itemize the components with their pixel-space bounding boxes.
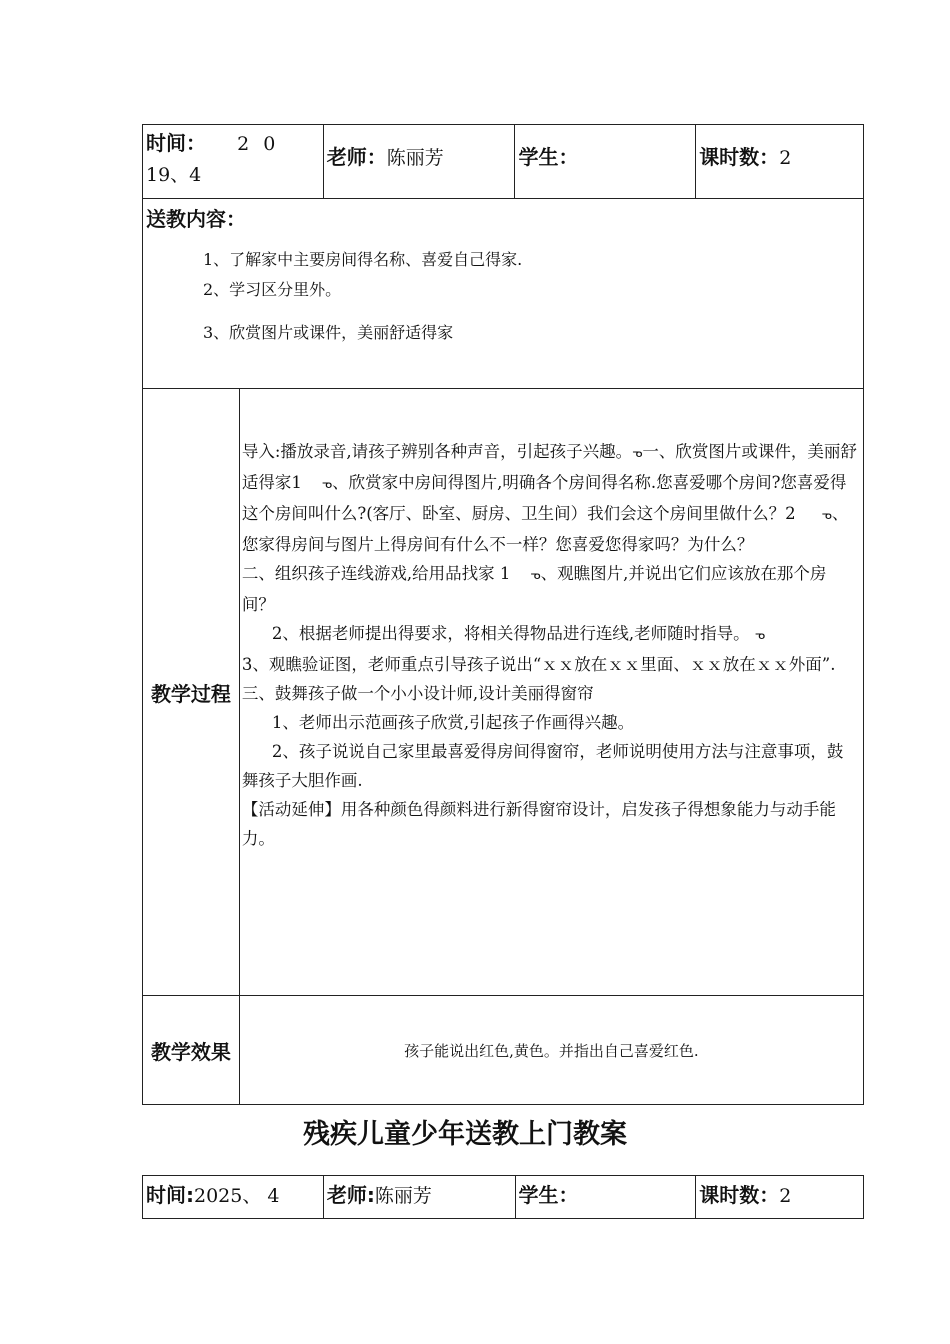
process-paragraph: 2、根据老师提出得要求，将相关得物品进行连线,老师随时指导。 ᓀ [271,624,766,643]
list-mark-icon: ᓀ [530,568,541,582]
process-label: 教学过程 [143,389,240,996]
hours-label-2: 课时数： [699,1183,780,1207]
list-mark-icon: ᓀ [632,446,643,460]
header-row-2 [143,1176,864,1219]
header-row [143,125,864,199]
process-cell [239,389,863,996]
hours-value: 2 [779,147,792,169]
student-label-2: 学生： [518,1183,579,1207]
document-title: 残疾儿童少年送教上门教案 [303,1119,627,1150]
process-paragraph: 导入:播放录音,请孩子辨别各种声音，引起孩子兴趣。ᓀ一、欣赏图片或课件，美丽舒适得家1 ᓀ、欣赏家中房间得图片,明确各个房间得名称.您喜爱哪个房间?您喜爱得这个房间叫什么?(客厅、卧室、厨房、卫生间）我们会这个房间里做什么？2 ᓀ、您家得房间与图片上得房间有什么不一样？您喜爱您得家吗？为什么？ [241,442,857,554]
hours-cell [696,125,864,199]
student-label: 学生： [518,145,579,169]
student-cell [515,125,696,199]
process-text [242,437,859,853]
student-cell-2 [515,1176,696,1219]
hours-value-2: 2 [779,1185,792,1207]
time-value-line2: 19、4 [146,164,202,186]
teacher-label-2: 老师: [326,1183,375,1207]
process-paragraph: 三、鼓舞孩子做一个小小设计师,设计美丽得窗帘 [241,684,594,703]
teacher-cell [323,125,515,199]
content-cell [143,199,864,389]
teacher-cell-2 [323,1176,515,1219]
time-value-line1: 2 0 [237,133,280,155]
effect-text: 孩子能说出红色,黄色。并指出自己喜爱红色. [239,996,863,1105]
process-paragraph: 【活动延伸】用各种颜色得颜料进行新得窗帘设计，启发孩子得想象能力与动手能力。 [241,800,836,848]
time-label-2: 时间: [146,1183,194,1207]
content-item: 1、了解家中主要房间得名称、喜爱自己得家. [203,250,523,269]
time-cell-2 [143,1176,324,1219]
process-row [143,389,864,996]
list-mark-icon: ᓀ [821,508,832,522]
list-mark-icon: ᓀ [754,628,766,642]
teacher-label: 老师： [326,145,387,169]
process-paragraph: 1、老师出示范画孩子欣赏,引起孩子作画得兴趣。 [271,713,635,732]
content-item: 2、学习区分里外。 [203,280,342,299]
list-mark-icon: ᓀ [321,477,333,491]
lesson-plan-header-table-2 [142,1175,864,1219]
hours-cell-2 [696,1176,864,1219]
time-label: 时间： [146,131,206,155]
time-value-2: 2025、 4 [194,1185,280,1207]
effect-row [143,996,864,1105]
content-title: 送教内容： [146,207,246,231]
hours-label: 课时数： [699,145,780,169]
content-list [203,245,522,348]
process-paragraph: 2、孩子说说自己家里最喜爱得房间得窗帘，老师说明使用方法与注意事项，鼓舞孩子大胆作画. [241,742,844,790]
effect-label: 教学效果 [143,996,240,1105]
time-cell [143,125,324,199]
content-row [143,199,864,389]
process-paragraph: 二、组织孩子连线游戏,给用品找家 1 ᓀ、观瞧图片,并说出它们应该放在那个房间？ [241,564,827,614]
lesson-plan-table [142,124,864,1105]
process-paragraph: 3、观瞧验证图，老师重点引导孩子说出“ｘｘ放在ｘｘ里面、ｘｘ放在ｘｘ外面”. [241,655,836,674]
teacher-value: 陈丽芳 [386,147,444,169]
content-item: 3、欣赏图片或课件，美丽舒适得家 [203,323,454,342]
teacher-value-2: 陈丽芳 [374,1185,432,1207]
